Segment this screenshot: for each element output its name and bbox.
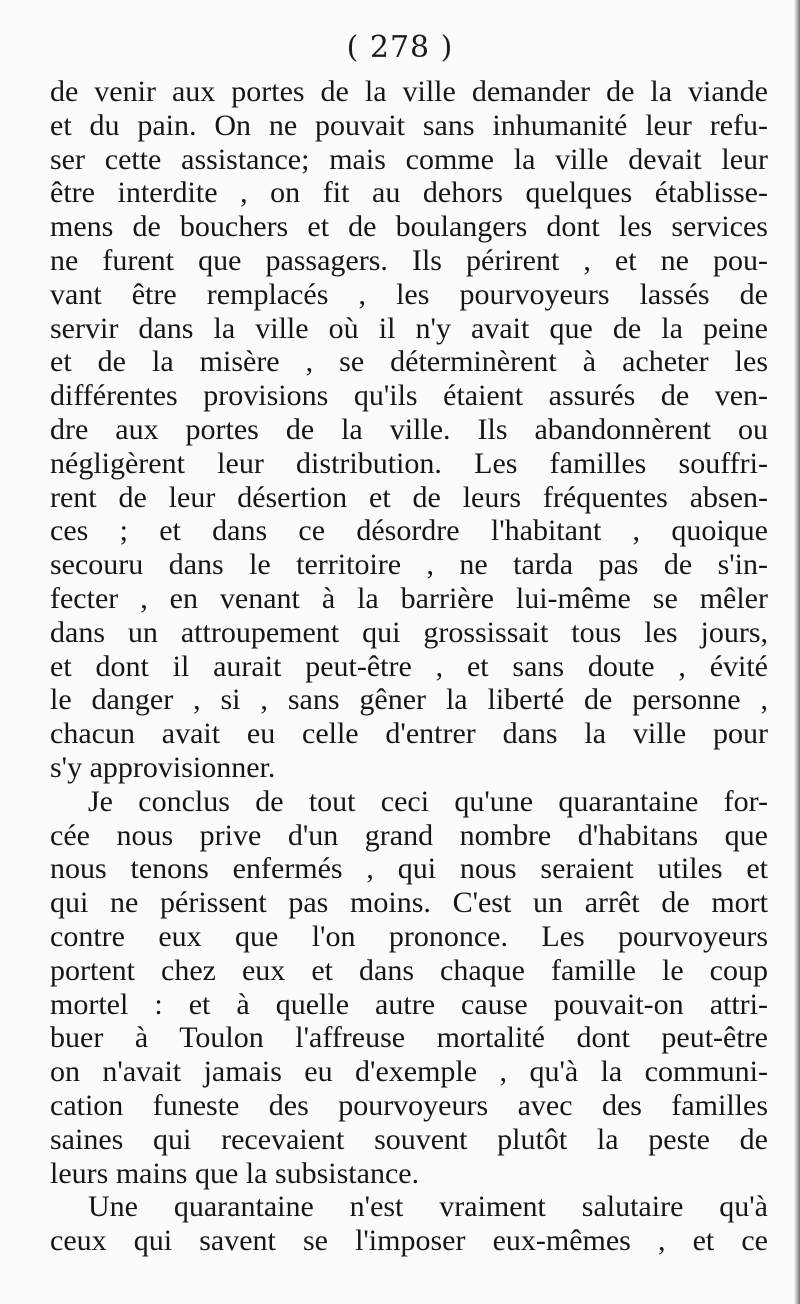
text-line: ceux qui savent se l'imposer eux-mêmes , et ce xyxy=(50,1224,768,1258)
text-line: cation funeste des pourvoyeurs avec des familles xyxy=(50,1088,768,1122)
text-line: être interdite , on fit au dehors quelques établisse- xyxy=(50,176,768,210)
text-line: nous tenons enfermés , qui nous seraient utiles et xyxy=(50,852,768,886)
page-number: ( 278 ) xyxy=(346,30,454,65)
text-line: et dont il aurait peut-être , et sans doute , évité xyxy=(50,649,768,683)
text-line: et de la misère , se déterminèrent à acheter les xyxy=(50,345,768,379)
text-line: Je conclus de tout ceci qu'une quarantaine for- xyxy=(88,784,768,818)
text-line: cée nous prive d'un grand nombre d'habitans que xyxy=(50,818,768,852)
text-line: vant être remplacés , les pourvoyeurs lassés de xyxy=(50,277,768,311)
text-line: dans un attroupement qui grossissait tous les jours, xyxy=(50,615,768,649)
text-line: portent chez eux et dans chaque famille le coup xyxy=(50,953,768,987)
text-line: dre aux portes de la ville. Ils abandonnèrent ou xyxy=(50,412,768,446)
text-line: on n'avait jamais eu d'exemple , qu'à la communi- xyxy=(50,1055,768,1089)
text-line: qui ne périssent pas moins. C'est un arrêt de mort xyxy=(50,886,768,920)
text-line: secouru dans le territoire , ne tarda pas de s'in- xyxy=(50,548,768,582)
text-line: différentes provisions qu'ils étaient assurés de ven- xyxy=(50,379,768,413)
text-line: mortel : et à quelle autre cause pouvait-on attri- xyxy=(50,987,768,1021)
text-line: buer à Toulon l'affreuse mortalité dont peut-être xyxy=(50,1021,768,1055)
text-line: négligèrent leur distribution. Les familles souffri- xyxy=(50,446,768,480)
text-line: chacun avait eu celle d'entrer dans la ville pour xyxy=(50,717,768,751)
text-line: et du pain. On ne pouvait sans inhumanité leur refu- xyxy=(50,108,768,142)
text-line: saines qui recevaient souvent plutôt la peste de xyxy=(50,1122,768,1156)
text-line: leurs mains que la subsistance. xyxy=(50,1156,420,1190)
text-line: fecter , en venant à la barrière lui-même se mêler xyxy=(50,581,768,615)
text-line: s'y approvisionner. xyxy=(50,750,276,784)
text-line: servir dans la ville où il n'y avait que de la peine xyxy=(50,311,768,345)
text-line: ne furent que passagers. Ils périrent , et ne pou- xyxy=(50,243,768,277)
text-line: contre eux que l'on prononce. Les pourvoyeurs xyxy=(50,919,768,953)
text-line: mens de bouchers et de boulangers dont les services xyxy=(50,210,768,244)
text-line: ser cette assistance; mais comme la ville devait leur xyxy=(50,142,768,176)
body-text xyxy=(50,75,768,1258)
text-line: de venir aux portes de la ville demander de la viande xyxy=(50,75,768,108)
text-line: ces ; et dans ce désordre l'habitant , quoique xyxy=(50,514,768,548)
text-line: rent de leur désertion et de leurs fréquentes absen- xyxy=(50,480,768,514)
text-line: Une quarantaine n'est vraiment salutaire qu'à xyxy=(88,1190,768,1224)
text-line: le danger , si , sans gêner la liberté de personne , xyxy=(50,683,768,717)
